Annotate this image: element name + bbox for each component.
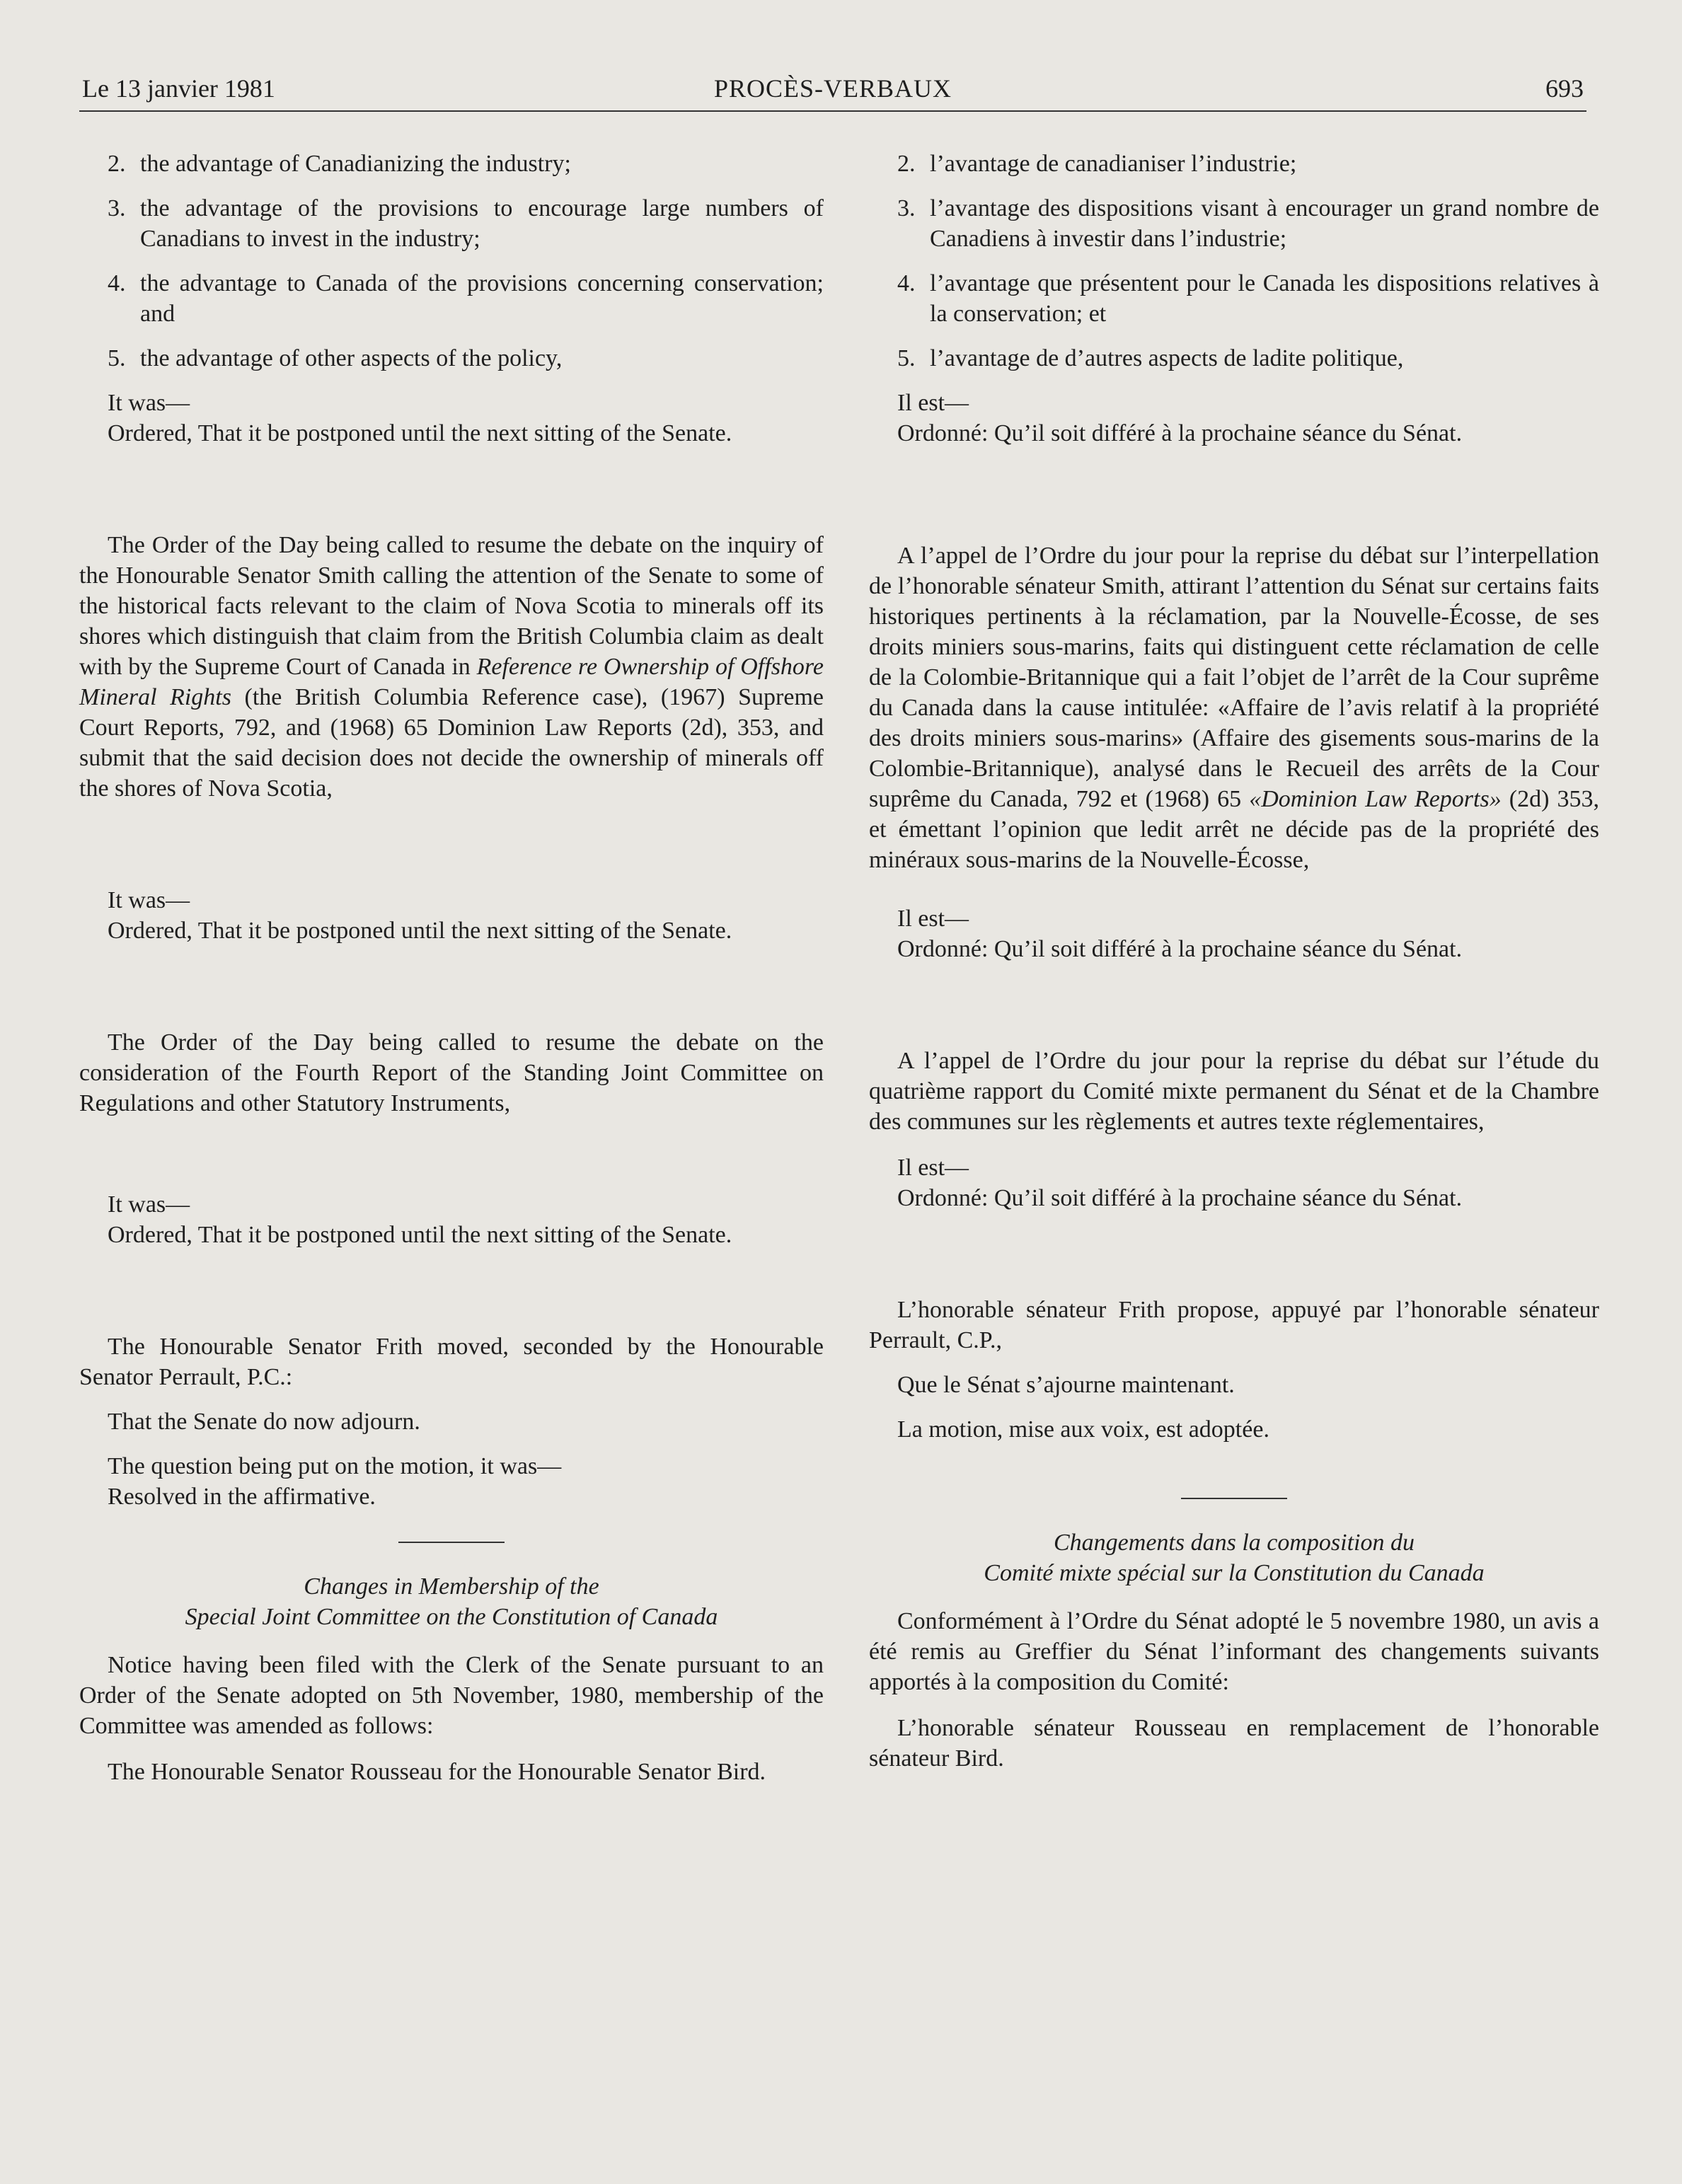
header-page-number: 693 xyxy=(1545,74,1584,103)
ordered-1: Ordered, That it be postponed until the next sitting of the Senate. xyxy=(108,420,732,446)
list-item: 5. l’avantage de d’autres aspects de ladite politique, xyxy=(897,345,1404,371)
it-was-1: It was— xyxy=(108,390,190,416)
rousseau-replacement: The Honourable Senator Rousseau for the Honourable Senator Bird. xyxy=(108,1759,766,1785)
dlr-title: «Dominion Law Reports» xyxy=(1249,786,1502,812)
frith-propose: L’honorable sénateur Frith propose, appuyé par l’honorable sénateur Perrault, C.P., xyxy=(869,1297,1599,1353)
ordered-3: Ordered, That it be postponed until the next sitting of the Senate. xyxy=(108,1222,732,1248)
appel-reglements: A l’appel de l’Ordre du jour pour la reprise du débat sur l’étude du quatrième rapport du Comité mixte permanent du Sénat et de la Chambre des communes sur les règlements et autres texte réglementaires, xyxy=(869,1048,1599,1135)
page-header xyxy=(79,71,1586,112)
list-item: 3. l’avantage des dispositions visant à encourager un grand nombre de Canadiens à investir dans l’industrie; xyxy=(897,195,1599,252)
ordonne-3: Ordonné: Qu’il soit différé à la prochaine séance du Sénat. xyxy=(897,1185,1463,1211)
resolved: Resolved in the affirmative. xyxy=(108,1484,376,1510)
list-item: 5. the advantage of other aspects of the policy, xyxy=(108,345,563,371)
it-was-3: It was— xyxy=(108,1191,190,1218)
section-divider xyxy=(1181,1498,1287,1499)
appel-smith: A l’appel de l’Ordre du jour pour la reprise du débat sur l’interpellation de l’honorable sénateur Smith, attirant l’attention du Sénat sur certains faits historiques pertinents à la réclamation, par la Nouvelle-Écosse, de ses droits miniers sous-marins, faits qui distinguent cette réclamation de celle de la Colombie-Britannique qui a fait l’objet de l’arrêt de la Cour suprême du Canada dans la cause intitulée: «Affaire de l’avis relatif à la propriété des droits miniers sous-marins» (Affaire des gisements sous-marins de la Colombie-Britannique), analysé dans le Recueil des arrêts de la Cour suprême du Canada, 792 et (1968) 65 «Dominion Law Reports» (2d) 353, et émettant l’opinion que ledit arrêt ne décide pas de la propriété des minéraux sous-marins de la Nouvelle-Écosse, xyxy=(869,543,1599,873)
french-column xyxy=(869,149,1599,1774)
changements-title-line-2: Comité mixte spécial sur la Constitution du Canada xyxy=(984,1560,1485,1586)
changes-title-line-2: Special Joint Committee on the Constitution of Canada xyxy=(185,1604,718,1630)
changes-title-line-1: Changes in Membership of the xyxy=(304,1573,599,1600)
english-advantage-list xyxy=(79,149,824,374)
section-divider xyxy=(398,1542,505,1543)
case-title: Reference re Ownership of Offshore Mineral Rights xyxy=(79,654,824,710)
conformement-paragraph: Conformément à l’Ordre du Sénat adopté le 5 novembre 1980, un avis a été remis au Greffier du Sénat l’informant des changements suivants apportés à la composition du Comité: xyxy=(869,1608,1599,1695)
question-put: The question being put on the motion, it was— xyxy=(108,1453,562,1479)
order-of-day-smith: The Order of the Day being called to resume the debate on the inquiry of the Honourable Senator Smith calling the attention of the Senate to some of the historical facts relevant to the claim of Nova Scotia to minerals off its shores which distinguish that claim from the British Columbia claim as dealt with by the Supreme Court of Canada in Reference re Ownership of Offshore Mineral Rights (the British Columbia Reference case), (1967) Supreme Court Reports, 792, and (1968) 65 Dominion Law Reports (2d), 353, and submit that the said decision does not decide the ownership of minerals off the shores of Nova Scotia, xyxy=(79,532,824,802)
it-was-2: It was— xyxy=(108,887,190,913)
ordonne-1: Ordonné: Qu’il soit différé à la prochaine séance du Sénat. xyxy=(897,420,1463,446)
list-item: 3. the advantage of the provisions to encourage large numbers of Canadians to invest in the industry; xyxy=(108,195,824,252)
il-est-3: Il est— xyxy=(897,1155,969,1181)
ajourne: Que le Sénat s’ajourne maintenant. xyxy=(897,1372,1235,1398)
ordonne-2: Ordonné: Qu’il soit différé à la prochaine séance du Sénat. xyxy=(897,936,1463,962)
ordered-2: Ordered, That it be postponed until the next sitting of the Senate. xyxy=(108,918,732,944)
il-est-1: Il est— xyxy=(897,390,969,416)
motion-adoptee: La motion, mise aux voix, est adoptée. xyxy=(897,1416,1269,1443)
french-advantage-list xyxy=(869,149,1599,374)
il-est-2: Il est— xyxy=(897,906,969,932)
adjourn-motion: That the Senate do now adjourn. xyxy=(108,1409,420,1435)
list-item: 4. l’avantage que présentent pour le Canada les dispositions relatives à la conservation; et xyxy=(897,270,1599,327)
notice-paragraph: Notice having been filed with the Clerk of the Senate pursuant to an Order of the Senate adopted on 5th November, 1980, membership of the Committee was amended as follows: xyxy=(79,1652,824,1739)
header-date: Le 13 janvier 1981 xyxy=(82,74,275,103)
list-item: 2. the advantage of Canadianizing the industry; xyxy=(108,151,571,177)
changements-title-line-1: Changements dans la composition du xyxy=(1054,1530,1415,1556)
header-title: PROCÈS-VERBAUX xyxy=(713,74,952,103)
english-column xyxy=(79,149,824,1787)
list-item: 4. the advantage to Canada of the provisions concerning conservation; and xyxy=(108,270,824,327)
order-of-day-regulations: The Order of the Day being called to resume the debate on the consideration of the Fourth Report of the Standing Joint Committee on Regulations and other Statutory Instruments, xyxy=(79,1029,824,1116)
rousseau-remplacement: L’honorable sénateur Rousseau en remplacement de l’honorable sénateur Bird. xyxy=(869,1715,1599,1772)
list-item: 2. l’avantage de canadianiser l’industrie; xyxy=(897,151,1297,177)
frith-motion: The Honourable Senator Frith moved, seconded by the Honourable Senator Perrault, P.C.: xyxy=(79,1334,824,1390)
